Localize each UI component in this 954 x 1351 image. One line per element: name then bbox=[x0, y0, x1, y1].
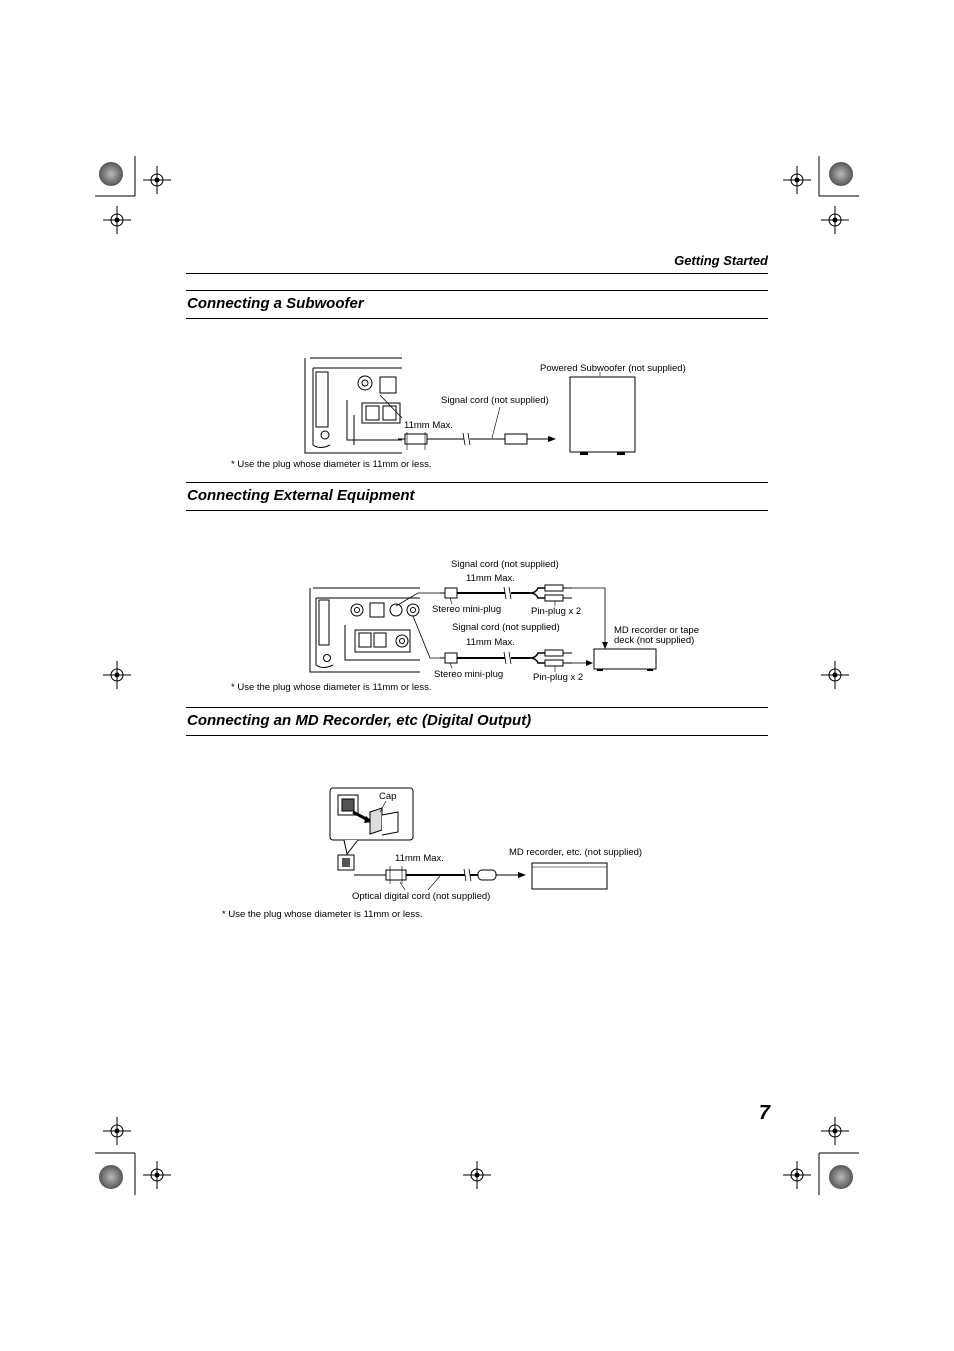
section-title-md-recorder: Connecting an MD Recorder, etc (Digital Output) bbox=[187, 712, 532, 729]
label-powered-subwoofer: Powered Subwoofer (not supplied) bbox=[540, 363, 686, 374]
running-header: Getting Started bbox=[674, 253, 768, 268]
section-title-external-equipment: Connecting External Equipment bbox=[187, 487, 415, 504]
label-stereo-mini-plug-2: Stereo mini-plug bbox=[434, 669, 504, 680]
label-md-recorder-tape-deck-1: MD recorder or tape bbox=[614, 625, 700, 636]
label-md-recorder-tape-deck-2: deck (not supplied) bbox=[614, 635, 695, 646]
label-11mm-max: 11mm Max. bbox=[404, 420, 453, 431]
label-signal-cord-2: Signal cord (not supplied) bbox=[452, 622, 560, 633]
footnote-plug-diameter: * Use the plug whose diameter is 11mm or less. bbox=[231, 682, 432, 693]
label-signal-cord: Signal cord (not supplied) bbox=[441, 395, 549, 406]
label-11mm-max: 11mm Max. bbox=[395, 853, 444, 864]
label-11mm-max-2: 11mm Max. bbox=[466, 637, 515, 648]
label-optical-digital-cord: Optical digital cord (not supplied) bbox=[352, 891, 491, 902]
label-11mm-max-1: 11mm Max. bbox=[466, 573, 515, 584]
page-number: 7 bbox=[758, 1102, 770, 1124]
label-md-recorder: MD recorder, etc. (not supplied) bbox=[509, 847, 643, 858]
label-pin-plug-2: Pin-plug x 2 bbox=[533, 672, 584, 683]
section-title-subwoofer: Connecting a Subwoofer bbox=[187, 295, 364, 312]
label-pin-plug-1: Pin-plug x 2 bbox=[531, 606, 582, 617]
label-cap: Cap bbox=[379, 791, 397, 802]
label-signal-cord-1: Signal cord (not supplied) bbox=[451, 559, 559, 570]
footnote-plug-diameter: * Use the plug whose diameter is 11mm or less. bbox=[222, 909, 423, 920]
label-stereo-mini-plug-1: Stereo mini-plug bbox=[432, 604, 502, 615]
footnote-plug-diameter: * Use the plug whose diameter is 11mm or less. bbox=[231, 459, 432, 470]
